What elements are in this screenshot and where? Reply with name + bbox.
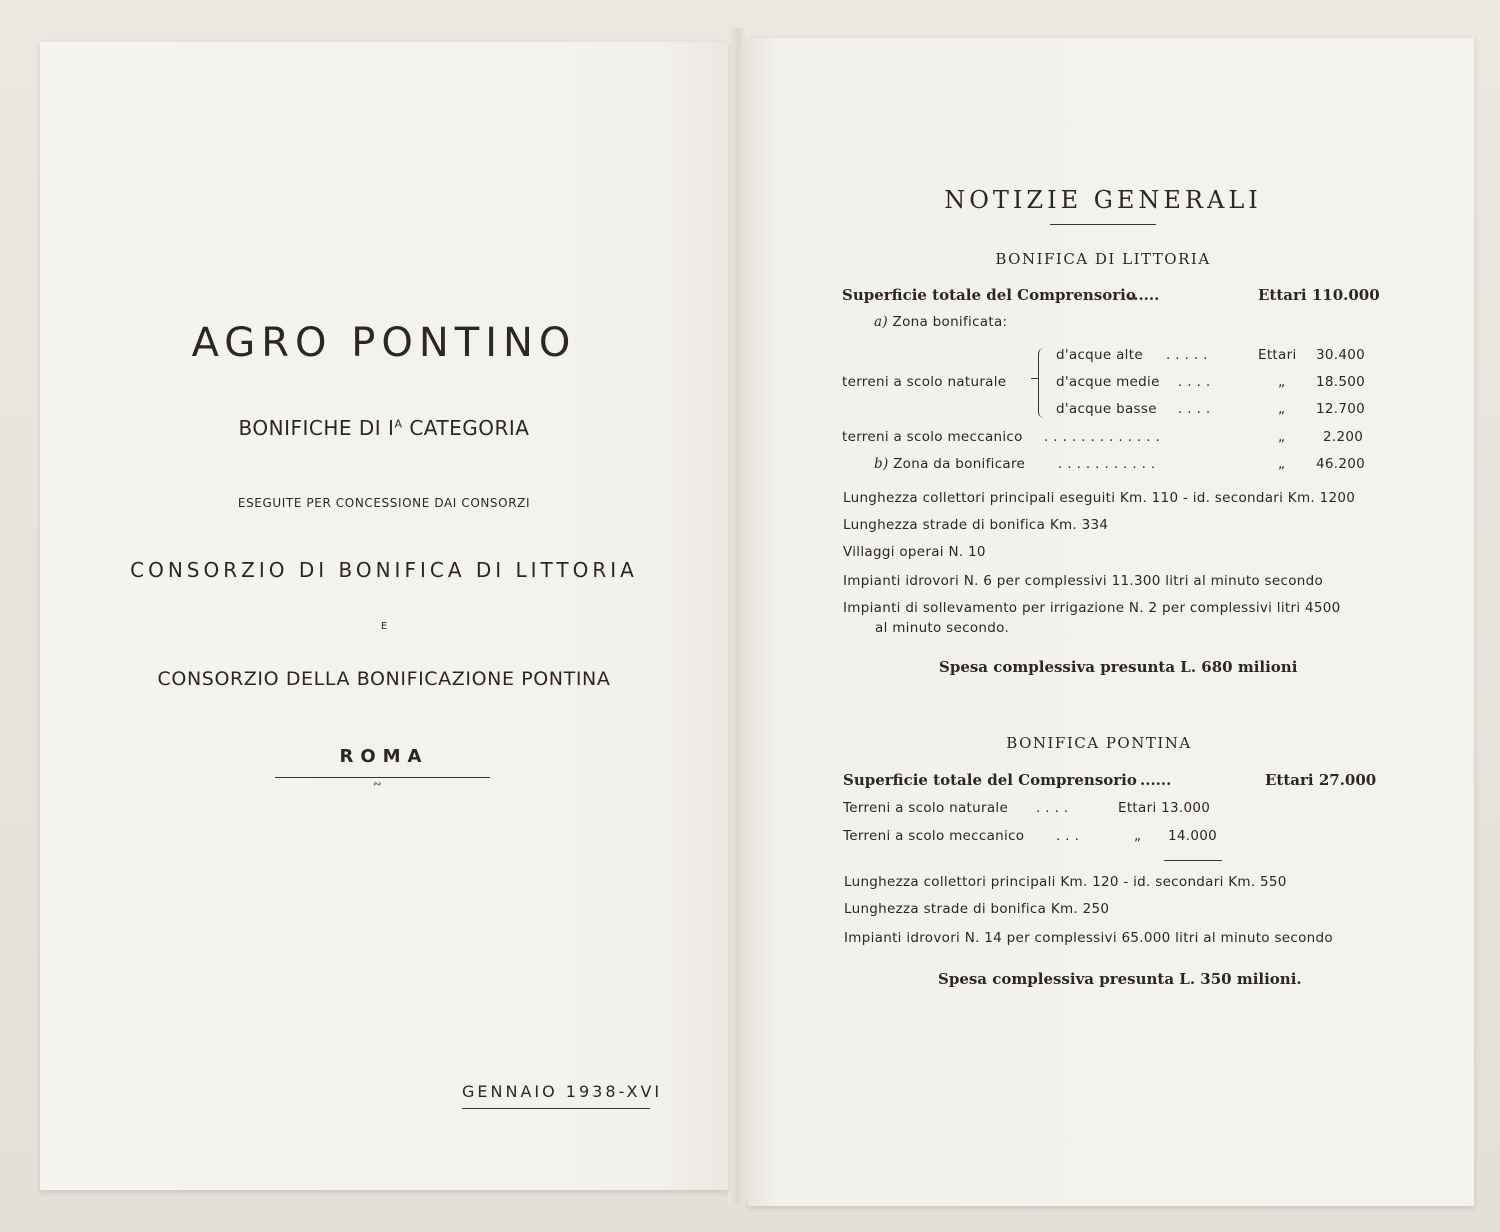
zona-a-label: Zona bonificata:: [892, 314, 1008, 330]
ornament-icon: ∾: [373, 779, 382, 790]
brace: [1038, 348, 1047, 418]
subtitle-end: CATEGORIA: [402, 416, 530, 440]
leader-dots: .....: [1166, 347, 1213, 363]
meccanico-label: terreni a scolo meccanico: [842, 429, 1023, 445]
littoria-line: Villaggi operai N. 10: [843, 544, 986, 560]
acque-basse-unit: „: [1278, 401, 1286, 417]
leader-dots: ...: [1056, 828, 1084, 844]
acque-medie-label: d'acque medie: [1056, 374, 1160, 390]
pontina-meccanico-value: 14.000: [1168, 828, 1218, 844]
city-name: ROMA: [339, 746, 429, 767]
zona-a-letter: a): [874, 314, 888, 330]
pontina-naturale-label: Terreni a scolo naturale: [843, 800, 1009, 816]
pontina-line: Lunghezza collettori principali Km. 120 - id. secondari Km. 550: [844, 874, 1287, 890]
consorzio-littoria: CONSORZIO DI BONIFICA DI LITTORIA: [130, 558, 638, 582]
littoria-line: Lunghezza strade di bonifica Km. 334: [843, 517, 1109, 533]
date-underline: [462, 1108, 650, 1109]
info-page: [748, 38, 1474, 1206]
acque-alte-unit: Ettari: [1258, 347, 1297, 363]
publication-date: GENNAIO 1938-XVI: [462, 1082, 663, 1101]
meccanico-unit: „: [1278, 429, 1286, 445]
pontina-superficie-value: Ettari 27.000: [1265, 771, 1377, 789]
zona-b: [874, 456, 1025, 472]
leader-dots: ...........: [1058, 456, 1161, 472]
page-heading: NOTIZIE GENERALI: [944, 186, 1262, 214]
pontina-superficie-label: Superficie totale del Comprensorio: [843, 771, 1137, 789]
brace-tip: [1031, 378, 1038, 379]
zona-a: [874, 314, 1007, 330]
subtitle-superscript: A: [394, 417, 403, 431]
leader-dots: ....: [1036, 800, 1074, 816]
leader-dots: ....: [1178, 401, 1216, 417]
littoria-spesa: Spesa complessiva presunta L. 680 milioni: [939, 658, 1298, 676]
littoria-line: Lunghezza collettori principali eseguiti Km. 110 - id. secondari Km. 1200: [843, 490, 1356, 506]
heading-underline: [1050, 224, 1156, 225]
acque-medie-value: 18.500: [1316, 374, 1366, 390]
cover-page: [40, 42, 728, 1190]
cover-title: AGRO PONTINO: [191, 320, 577, 366]
zona-b-letter: b): [874, 456, 889, 472]
pontina-naturale-value: Ettari 13.000: [1118, 800, 1211, 816]
zona-b-value: 46.200: [1316, 456, 1366, 472]
littoria-line: al minuto secondo.: [875, 620, 1010, 636]
consorzio-pontina: CONSORZIO DELLA BONIFICAZIONE PONTINA: [157, 668, 611, 690]
subtotal-rule: [1164, 860, 1222, 861]
section-title-littoria: BONIFICA DI LITTORIA: [995, 250, 1211, 268]
meccanico-value: 2.200: [1323, 429, 1364, 445]
littoria-superficie-label: Superficie totale del Comprensorio: [842, 286, 1136, 304]
zona-b-unit: „: [1278, 456, 1286, 472]
naturale-label: terreni a scolo naturale: [842, 374, 1007, 390]
littoria-superficie-value: Ettari 110.000: [1258, 286, 1380, 304]
zona-b-label: Zona da bonificare: [893, 456, 1026, 472]
pontina-meccanico-unit: „: [1134, 828, 1142, 844]
pontina-meccanico-label: Terreni a scolo meccanico: [843, 828, 1025, 844]
leader-dots: .............: [1044, 429, 1165, 445]
acque-basse-value: 12.700: [1316, 401, 1366, 417]
ornamental-rule: [275, 777, 490, 778]
conjunction: E: [380, 621, 388, 632]
leader-dots: ......: [1128, 286, 1160, 304]
subtitle-main: BONIFICHE DI I: [238, 416, 395, 440]
section-title-pontina: BONIFICA PONTINA: [1006, 734, 1192, 752]
leader-dots: ......: [1140, 771, 1172, 789]
cover-subtitle: [40, 416, 728, 440]
pontina-line: Impianti idrovori N. 14 per complessivi 65.000 litri al minuto secondo: [844, 930, 1333, 946]
acque-basse-label: d'acque basse: [1056, 401, 1157, 417]
cover-subtitle-small: ESEGUITE PER CONCESSIONE DAI CONSORZI: [237, 496, 531, 510]
leader-dots: ....: [1178, 374, 1216, 390]
acque-alte-value: 30.400: [1316, 347, 1366, 363]
pontina-line: Lunghezza strade di bonifica Km. 250: [844, 901, 1110, 917]
acque-medie-unit: „: [1278, 374, 1286, 390]
littoria-line: Impianti di sollevamento per irrigazione N. 2 per complessivi litri 4500: [843, 600, 1341, 616]
pontina-spesa: Spesa complessiva presunta L. 350 milioni.: [938, 970, 1302, 988]
acque-alte-label: d'acque alte: [1056, 347, 1143, 363]
littoria-line: Impianti idrovori N. 6 per complessivi 11.300 litri al minuto secondo: [843, 573, 1324, 589]
